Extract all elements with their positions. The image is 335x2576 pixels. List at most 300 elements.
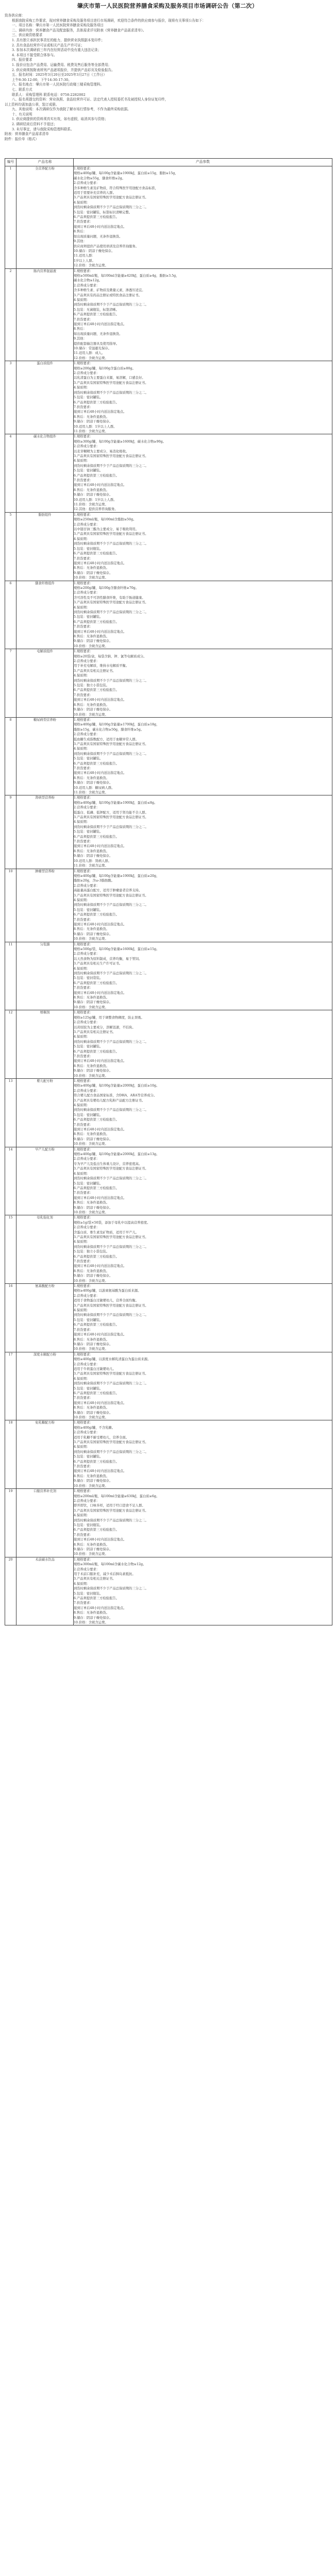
- param-line: 低血糖生成指数配方，适用于血糖异常人群。: [74, 737, 139, 741]
- param-line: 9.其他：: [74, 337, 87, 341]
- param-line: 10.适用人群：肾病人群。: [74, 859, 111, 863]
- param-line: 10.储存：阴凉干燥处保存。: [74, 249, 115, 253]
- param-line: 4.保质期：: [74, 1035, 90, 1039]
- param-line: 8.售后：: [74, 327, 87, 331]
- param-line: 2.营养成分要求：: [74, 371, 100, 376]
- param-line: 10.价格：含税含运费。: [74, 1005, 108, 1009]
- product-params: [74, 1420, 332, 1489]
- param-line: 8.售后：: [74, 230, 87, 234]
- product-name: 术前碳水饮品: [16, 1557, 74, 1625]
- intro-paragraph: 二、调研内容：营养膳食产品及配套服务，具体需求详见附表《营养膳食产品需求清单》。: [12, 28, 146, 32]
- param-line: 10.价格：含税含运费。: [74, 1416, 108, 1419]
- param-line: 9.储存：阴凉干燥处保存。: [74, 493, 113, 497]
- param-line: 到货时剩余保质期不少于产品总保质期的三分之二。: [74, 1518, 148, 1522]
- param-line: 适用于食物蛋白过敏婴幼儿，营养全面均衡。: [74, 1299, 139, 1303]
- param-line: 规格≥500ml/瓶，每100ml含能量≥420kJ，蛋白质≥4g，脂肪≥3.5g，: [74, 274, 179, 278]
- param-line: 9.储存：阴凉干燥处保存。: [74, 420, 113, 424]
- param-line: 如出现质量问题，无条件退换货。: [74, 332, 123, 336]
- param-line: 4.保质期：: [74, 605, 90, 609]
- row-number: 6: [5, 581, 16, 649]
- param-line: 10.价格：含税含运费。: [74, 1074, 108, 1078]
- param-line: 8.售后：无条件退换货。: [74, 635, 109, 638]
- param-line: 9.储存：阴凉干燥处保存。: [74, 1206, 113, 1210]
- param-line: 1.规格要求：: [74, 167, 93, 171]
- param-line: 9.储存：阴凉干燥处保存。: [74, 708, 113, 712]
- param-line: 规格≥400g/罐，以深度水解乳清蛋白为蛋白质来源。: [74, 1358, 151, 1362]
- product-params: [74, 717, 332, 795]
- param-line: 11.价格：含税含运费。: [74, 503, 108, 507]
- param-line: 3.产品须具有国家特殊医学用途配方食品注册证书。: [74, 816, 148, 820]
- param-line: 规格≥200ml/瓶，每100ml含能量≥630kJ，蛋白质≥6g。: [74, 1494, 160, 1498]
- param-line: 5.包装：密封罐装。: [74, 615, 103, 619]
- intro-paragraph: 一、项目名称：肇庆市第一人民医院营养膳食采购及服务项目: [12, 23, 104, 28]
- param-line: 接到订单后48小时内送达指定地点。: [74, 1401, 127, 1405]
- param-line: 接到订单后48小时内送达指定地点。: [74, 844, 127, 849]
- header-name: 产品名称: [16, 159, 74, 166]
- param-line: 规格≥400g/罐，每100g含能量≥1700kJ，蛋白质≥18g，: [74, 723, 160, 727]
- row-number: 15: [5, 1215, 16, 1284]
- param-line: 9.储存：阴凉干燥处保存。: [74, 1274, 113, 1278]
- intro-paragraph: 附件：报价单（格式）: [5, 137, 39, 141]
- intro-paragraph: 2. 供应商须按附表所列产品逐项报价，并提供产品彩页及检验报告。: [12, 67, 115, 72]
- param-line: 碳水化合物≥55g，膳食纤维≥2g。: [74, 176, 125, 180]
- param-line: 专为早产儿及低出生体重儿设计，营养密度高。: [74, 1162, 142, 1166]
- param-line: 3.产品须具有国家特殊医学用途配方食品注册证书。: [74, 742, 148, 746]
- param-line: 8.售后：无条件退换货。: [74, 849, 109, 853]
- param-line: 规格≥1g/袋×50袋，添加于母乳中以提高营养密度。: [74, 1221, 150, 1225]
- param-line: 用于补充电解质，维持水电解质平衡。: [74, 664, 129, 668]
- product-name: 早产儿配方粉: [16, 1147, 74, 1215]
- intro-paragraph: 七、联系方式: [12, 87, 32, 92]
- param-line: 到货时剩余保质期不少于产品总保质期的三分之二。: [74, 825, 148, 829]
- param-line: 脂肪≥15g，碳水化合物≥50g，膳食纤维≥5g。: [74, 727, 144, 732]
- param-line: 适用于需要补充营养的人群。: [74, 191, 116, 195]
- param-line: 低蛋白、低磷、低钾配方，适用于肾功能不全人群。: [74, 810, 148, 815]
- param-line: 规格≥400g/罐，每100g含能量≥1900kJ，蛋白质≥20g，: [74, 874, 160, 878]
- product-params: [74, 268, 332, 361]
- param-line: 8.售后：无条件退换货。: [74, 1064, 109, 1068]
- param-line: 4.保质期：: [74, 1309, 90, 1313]
- param-line: 6.产品须提供第三方检验报告。: [74, 1255, 119, 1259]
- product-params: [74, 581, 332, 649]
- param-line: 接到订单后48小时内送达指定地点。: [74, 410, 127, 414]
- param-line: 5.包装：密封瓶装。: [74, 547, 103, 551]
- row-number: 13: [5, 1078, 16, 1147]
- param-line: 6.产品须提供第三方检验报告。: [74, 215, 119, 219]
- intro-paragraph: 附表：营养膳食产品需求清单: [5, 132, 49, 137]
- table-row: [5, 166, 332, 269]
- intro-paragraph: 九、其他说明：本次调研仅作为我院了解市场行情参考，不作为最终采购依据。: [12, 107, 131, 112]
- param-line: 2.营养成分要求：: [74, 1567, 100, 1571]
- param-line: 1.规格要求：: [74, 1216, 93, 1220]
- param-line: 8.售后：无条件退换货。: [74, 1406, 109, 1410]
- param-line: 5.包装：密封罐装。: [74, 1386, 103, 1391]
- param-line: 3.产品须具有婴幼儿配方乳粉产品配方注册证书。: [74, 1098, 145, 1103]
- param-line: 5.包装：密封罐装。: [74, 830, 103, 834]
- param-line: 到货时剩余保质期不少于产品总保质期的三分之二。: [74, 752, 148, 756]
- product-name: 增稠剂: [16, 1010, 74, 1079]
- intro-paragraph: [5, 142, 330, 147]
- product-name: 全营养配方粉: [16, 166, 74, 269]
- header-no: 编号: [5, 159, 16, 166]
- param-line: 以天然食物为原料制成，营养均衡，易于管饲。: [74, 957, 142, 961]
- header-params: 产品参数: [74, 159, 332, 166]
- product-name: 深度水解配方粉: [16, 1352, 74, 1420]
- param-line: 9.储存：阴凉干燥处保存。: [74, 639, 113, 643]
- row-number: 17: [5, 1352, 16, 1420]
- param-line: 5.包装：密封罐装。: [74, 1113, 103, 1117]
- param-line: 3.产品须具有国家特殊医学用途配方食品注册证书。: [74, 1167, 148, 1171]
- row-number: 1: [5, 166, 16, 269]
- param-line: 规格≥400g/罐，每100g含能量≥2000kJ，蛋白质≥10g。: [74, 1084, 160, 1088]
- param-line: 10.适用人群：1岁以上人群。: [74, 425, 117, 429]
- param-line: 适用于乳糖不耐受婴幼儿，营养全面。: [74, 1435, 129, 1439]
- param-line: 1.规格要求：: [74, 1352, 93, 1357]
- param-line: 7.供货要求：: [74, 317, 93, 321]
- intro-paragraph: 1. 报价应包含产品费用、运输费用、税费及售后服务等全部费用；: [12, 62, 112, 67]
- param-line: 3.产品须具有国家特殊医学用途配方食品注册证书。: [74, 196, 148, 200]
- param-line: 5.包装：密封瓶装。: [74, 1523, 103, 1527]
- param-line: 到货时剩余保质期不少于产品总保质期的三分之二。: [74, 1450, 148, 1454]
- param-line: 接到订单后48小时内送达指定地点。: [74, 698, 127, 702]
- param-line: 2.营养成分要求：: [74, 952, 100, 956]
- param-line: 规格≥300ml/瓶，每100ml含碳水化合物≥12g。: [74, 1563, 146, 1567]
- param-line: 3.产品须具有国家特殊医学用途配方食品注册证书。: [74, 1303, 148, 1308]
- param-line: 以黄原胶为主要成分，溶解迅速，不结块。: [74, 1025, 136, 1029]
- param-line: 4.保质期：: [74, 967, 90, 971]
- param-line: 7.供货要求：: [74, 693, 93, 697]
- param-line: 12.其他：提供营养咨询服务。: [74, 507, 118, 512]
- param-line: 3.产品须具有国家特殊医学用途配方食品注册证书。: [74, 1509, 148, 1513]
- product-params: [74, 1215, 332, 1284]
- row-number: 7: [5, 649, 16, 718]
- param-line: 9.储存：阴凉干燥处保存。: [74, 1001, 113, 1005]
- param-line: 5.包装：密封罐装。: [74, 396, 103, 400]
- param-line: 7.供货要求：: [74, 625, 93, 629]
- param-line: 11.适用人群：: [74, 254, 95, 258]
- param-line: 2.营养成分要求：: [74, 884, 100, 888]
- param-line: 8.售后：无条件退换货。: [74, 1474, 109, 1478]
- param-line: 规格≥400g/罐，每100g含能量≥1900kJ，蛋白质≥15g，脂肪≥15g，: [74, 172, 178, 176]
- param-line: 6.产品须提供第三方检验报告。: [74, 913, 119, 917]
- product-name: 脂肪组件: [16, 512, 74, 581]
- row-number: 14: [5, 1147, 16, 1215]
- param-line: 1.规格要求：: [74, 1079, 93, 1083]
- param-line: 4.保质期：: [74, 537, 90, 541]
- intro-paragraph: 3. 未尽事宜，请与我院采购管理科联系。: [12, 127, 74, 131]
- param-line: 10.价格：含税含运费。: [74, 644, 108, 648]
- intro-paragraph: 1. 供应商提供的资料须真实有效，如有虚假，取消其参与资格；: [12, 117, 108, 122]
- intro-paragraph: 上午8:30-12:00，下午14:30-17:30。: [12, 77, 72, 82]
- param-line: 6.产品须提供第三方检验报告。: [74, 688, 119, 692]
- param-line: 5.包装：独立小袋包装。: [74, 684, 109, 688]
- param-line: 4.保质期：: [74, 1172, 90, 1176]
- param-line: 2.营养成分要求：: [74, 445, 100, 449]
- param-line: 6.产品须提供第三方检验报告。: [74, 313, 119, 317]
- param-line: 4.保质期：: [74, 386, 90, 390]
- row-number: 11: [5, 942, 16, 1010]
- param-line: 接到订单后48小时内送达指定地点。: [74, 1059, 127, 1063]
- param-line: 4.保质期：: [74, 1104, 90, 1107]
- intro-section: [5, 13, 330, 152]
- param-line: 9.储存：阴凉干燥处保存。: [74, 1616, 113, 1620]
- param-line: 4.保质期：: [74, 1240, 90, 1244]
- param-line: 以麦芽糊精为主要成分，易消化吸收。: [74, 449, 129, 453]
- param-line: 1.规格要求：: [74, 1011, 93, 1015]
- param-line: 9.储存：阴凉干燥处保存。: [74, 781, 113, 785]
- product-name: 婴儿配方粉: [16, 1078, 74, 1147]
- product-params: [74, 795, 332, 869]
- param-line: 8.售后：无条件退换货。: [74, 927, 109, 931]
- param-line: 3.产品须具有国家特殊医学用途配方食品注册证书。: [74, 1440, 148, 1445]
- product-params: [74, 1557, 332, 1625]
- param-line: 8.售后：无条件退换货。: [74, 1543, 109, 1547]
- param-line: 3.产品须具有国家特殊医学用途配方食品注册证书。: [74, 381, 148, 385]
- param-line: 4.保质期：: [74, 674, 90, 678]
- param-line: 10.价格：含税含运费。: [74, 937, 108, 941]
- param-line: 2.营养成分要求：: [74, 1294, 100, 1298]
- param-line: 10.价格：含税含运费。: [74, 713, 108, 717]
- param-line: 10.价格：含税含运费。: [74, 1552, 108, 1556]
- param-line: 到货时剩余保质期不少于产品总保质期的三分之二。: [74, 464, 148, 468]
- param-line: 5.包装：密封罐装。: [74, 908, 103, 912]
- param-line: 6.产品须提供第三方检验报告。: [74, 473, 119, 478]
- param-line: 5.包装：密封袋装。: [74, 976, 103, 980]
- param-line: 含可溶性及不可溶性膳食纤维，有助于肠道健康。: [74, 596, 145, 600]
- param-line: 11.价格：含税含运费。: [74, 791, 108, 794]
- param-line: 3.产品须具有药品注册证或特医食品注册证书。: [74, 293, 142, 297]
- param-line: 7.供货要求：: [74, 405, 93, 409]
- param-line: 到货时剩余保质期不少于产品总保质期的三分之二。: [74, 391, 148, 395]
- param-line: 2.营养成分要求：: [74, 522, 100, 527]
- param-line: 5.包装：密封瓶装。: [74, 1591, 103, 1596]
- param-line: 6.产品须提供第三方检验报告。: [74, 620, 119, 624]
- param-line: 到货时剩余保质期不少于产品总保质期的三分之二。: [74, 1040, 148, 1044]
- param-line: 7.供货要求：: [74, 840, 93, 844]
- param-line: 1.规格要求：: [74, 718, 93, 722]
- param-line: 2.营养成分要求：: [74, 1021, 100, 1025]
- param-line: 到货时剩余保质期不少于产品总保质期的三分之二。: [74, 1245, 148, 1249]
- param-line: 4.保质期：: [74, 820, 90, 824]
- product-name: 蛋白质组件: [16, 361, 74, 434]
- param-line: 4.保质期：: [74, 1514, 90, 1518]
- param-line: 到货时剩余保质期不少于产品总保质期的三分之二。: [74, 303, 148, 307]
- param-line: 5.包装：密封罐装。: [74, 1045, 103, 1049]
- table-row: [5, 1557, 332, 1625]
- param-line: 1.规格要求：: [74, 650, 93, 654]
- table-row: [5, 1147, 332, 1215]
- product-params: [74, 869, 332, 942]
- param-line: 7.供货要求：: [74, 1123, 93, 1127]
- param-line: 以乳清蛋白为主要蛋白来源，易溶解，口感良好。: [74, 376, 145, 380]
- param-line: 接到订单后48小时内送达指定地点。: [74, 1469, 127, 1473]
- intro-paragraph: 4. 本项目不接受联合体参与。: [12, 53, 57, 57]
- param-line: 接到订单后48小时内送达指定地点。: [74, 1196, 127, 1200]
- param-line: 1.规格要求：: [74, 1489, 93, 1494]
- product-name: 氨基酸配方粉: [16, 1284, 74, 1352]
- document-title: 肇庆市第一人民医院营养膳食采购及服务项目市场调研公告（第二次）: [77, 3, 258, 9]
- param-line: 4.保质期：: [74, 1377, 90, 1381]
- row-number: 8: [5, 717, 16, 795]
- product-params: [74, 166, 332, 269]
- param-line: 3.产品须具有相关注册证书。: [74, 1577, 116, 1581]
- param-line: 3.产品须具有相关注册证书。: [74, 669, 116, 673]
- param-line: 5.包装：密封罐装。: [74, 1181, 103, 1185]
- param-line: 8.售后：无条件退换货。: [74, 1611, 109, 1615]
- param-line: 到货时剩余保质期不少于产品总保质期的三分之二。: [74, 1313, 148, 1317]
- param-line: 2.营养成分要求：: [74, 733, 100, 737]
- param-line: 高能量高蛋白配方，适用于肿瘤患者营养支持。: [74, 889, 142, 893]
- param-line: 3.产品须具有相关注册证书。: [74, 1030, 116, 1034]
- param-line: 含多种维生素及矿物质，符合特殊医学用途配方食品标准，: [74, 186, 158, 190]
- product-params: [74, 649, 332, 718]
- product-params: [74, 1489, 332, 1557]
- param-line: 4.保质期：: [74, 459, 90, 463]
- param-line: 1.规格要求：: [74, 513, 93, 517]
- param-line: 2.营养成分要求：: [74, 181, 100, 185]
- table-row: [5, 1215, 332, 1284]
- param-line: 1.规格要求：: [74, 435, 93, 439]
- product-params: [74, 434, 332, 513]
- table-row: [5, 1420, 332, 1489]
- param-line: 10.价格：含税含运费。: [74, 1142, 108, 1146]
- param-line: 6.产品须提供第三方检验报告。: [74, 1460, 119, 1464]
- table-row: [5, 581, 332, 649]
- intro-paragraph: 八、报名须提交的资料：营业执照、食品经营许可证、法定代表人授权委托书及被授权人身份证复印件，: [12, 97, 169, 102]
- param-line: 6.产品须提供第三方检验报告。: [74, 1597, 119, 1601]
- param-line: 规格≥500g/袋，每100g含能量≥1600kJ，蛋白质≥15g。: [74, 947, 160, 951]
- intro-paragraph: 四、报价要求: [12, 58, 32, 62]
- table-row: [5, 942, 332, 1010]
- param-line: 3.产品须具有相关生产许可证书。: [74, 962, 123, 966]
- product-params: [74, 512, 332, 581]
- table-row: [5, 512, 332, 581]
- param-line: 规格≥400g/罐，每100g含能量≥2000kJ，蛋白质≥13g。: [74, 1153, 160, 1157]
- param-line: 接到订单后48小时内送达指定地点。: [74, 1128, 127, 1132]
- param-line: 1.规格要求：: [74, 1557, 93, 1562]
- row-number: 19: [5, 1489, 16, 1557]
- param-line: 10.价格：含税含运费。: [74, 1210, 108, 1214]
- param-line: 9.储存：阴凉干燥处保存。: [74, 1342, 113, 1346]
- param-line: 6.产品须提供第三方检验报告。: [74, 835, 119, 839]
- param-line: 4.保质期：: [74, 747, 90, 751]
- intro-paragraph: [5, 147, 330, 152]
- param-line: 7.供货要求：: [74, 1054, 93, 1058]
- param-line: 12.价格：含税含运费。: [74, 264, 108, 268]
- param-line: 6.产品须提供第三方检验报告。: [74, 761, 119, 766]
- param-line: 10.适用人群：糖尿病人群。: [74, 786, 115, 790]
- intro-paragraph: 以上资料均需加盖公章，装订成册。: [5, 102, 59, 107]
- param-line: 1.规格要求：: [74, 869, 93, 873]
- param-line: 规格≥400g/罐，不含乳糖。: [74, 1426, 115, 1430]
- row-number: 4: [5, 434, 16, 513]
- param-line: 1.规格要求：: [74, 796, 93, 800]
- param-line: 6.产品须提供第三方检验报告。: [74, 1049, 119, 1054]
- param-line: 2.营养成分要求：: [74, 283, 100, 287]
- param-line: 3.产品须具有国家特殊医学用途配方食品注册证书。: [74, 454, 148, 458]
- param-line: 6.产品须提供第三方检验报告。: [74, 552, 119, 556]
- param-line: 规格≥200g/罐，每100g含蛋白质≥80g。: [74, 366, 136, 370]
- param-line: 8.售后：无条件退换货。: [74, 996, 109, 1000]
- param-line: 规格≥400g/罐，以游离氨基酸为蛋白质来源。: [74, 1289, 141, 1293]
- param-line: 1.规格要求：: [74, 1421, 93, 1425]
- param-line: 7.供货要求：: [74, 766, 93, 770]
- param-line: 到货时剩余保质期不少于产品总保质期的三分之二。: [74, 1108, 148, 1112]
- param-line: 8.售后：无条件退换货。: [74, 1201, 109, 1205]
- param-line: 供应商须提供产品使用培训及营养咨询服务。: [74, 244, 139, 248]
- param-line: 6.产品须提供第三方检验报告。: [74, 1391, 119, 1395]
- param-line: 9.其他：: [74, 240, 87, 244]
- param-line: 用于术前口服补充，减少术后胰岛素抵抗。: [74, 1572, 136, 1576]
- param-line: 接到订单后48小时内送达指定地点。: [74, 630, 127, 634]
- param-line: 以中链甘油三酯为主要成分，易于吸收利用。: [74, 528, 139, 532]
- param-line: 规格≥250ml/瓶，每100ml含脂肪≥50g。: [74, 518, 137, 522]
- param-line: 到货时剩余保质期不少于产品总保质期的三分之二。: [74, 972, 148, 976]
- param-line: 3.产品须具有国家特殊医学用途配方食品注册证书。: [74, 532, 148, 536]
- param-line: 接到订单后48小时内送达指定地点。: [74, 922, 127, 926]
- param-line: 6.产品须提供第三方检验报告。: [74, 1323, 119, 1327]
- param-line: 接到订单后48小时内送达指定地点。: [74, 483, 127, 487]
- row-number: 2: [5, 268, 16, 361]
- param-line: 2.营养成分要求：: [74, 1226, 100, 1230]
- param-line: 7.供货要求：: [74, 1396, 93, 1400]
- product-params: [74, 1147, 332, 1215]
- param-line: 8.售后：无条件退换货。: [74, 1132, 109, 1137]
- param-line: 7.供货要求：: [74, 1465, 93, 1469]
- table-row: [5, 268, 332, 361]
- param-line: 规格≥200g/罐，每100g含膳食纤维≥70g。: [74, 586, 139, 590]
- param-line: 到货时剩余保质期不少于产品总保质期的三分之二。: [74, 903, 148, 907]
- param-line: 9.储存：阴凉干燥处保存。: [74, 1479, 113, 1483]
- param-line: 9.储存：阴凉干燥处保存。: [74, 1547, 113, 1551]
- param-line: 提供配套输注器具及使用指导。: [74, 342, 120, 346]
- param-line: 7.供货要求：: [74, 479, 93, 482]
- param-line: 10.储存：常温避光保存。: [74, 347, 111, 351]
- param-line: 3.产品须具有国家特殊医学用途配方食品注册证书。: [74, 893, 148, 897]
- param-line: 5.包装：密封罐装。: [74, 757, 103, 761]
- param-line: 4.保质期：: [74, 1582, 90, 1586]
- product-params: [74, 361, 332, 434]
- table-row: [5, 1284, 332, 1352]
- table-row: [5, 1352, 332, 1420]
- row-number: 10: [5, 869, 16, 942]
- param-line: 接到订单后48小时内送达指定地点。: [74, 1333, 127, 1337]
- param-line: 11.价格：含税含运费。: [74, 429, 108, 433]
- param-line: 8.售后：无条件退换货。: [74, 1269, 109, 1273]
- table-row: [5, 649, 332, 718]
- param-line: 符合婴儿配方食品国家标准，含DHA、ARA等营养成分。: [74, 1094, 157, 1098]
- param-line: 2.营养成分要求：: [74, 1362, 100, 1366]
- param-line: 规格≥20袋/盒，每袋含钠、钾、氯等电解质成分。: [74, 654, 147, 658]
- row-number: 20: [5, 1557, 16, 1625]
- param-line: 10.价格：含税含运费。: [74, 1484, 108, 1488]
- param-line: 5.包装：密封罐装。: [74, 1455, 103, 1459]
- param-line: 接到订单后48小时内送达指定地点。: [74, 1538, 127, 1542]
- param-line: 4.保质期：: [74, 1445, 90, 1449]
- param-line: 1岁以上人群。: [74, 259, 95, 263]
- param-line: 7.供货要求：: [74, 918, 93, 922]
- param-line: 到货时剩余保质期不少于产品总保质期的三分之二。: [74, 206, 148, 210]
- param-line: 2.营养成分要求：: [74, 1157, 100, 1161]
- param-line: 5.包装：无菌瓶装，标签清晰。: [74, 308, 119, 312]
- table-row: [5, 869, 332, 942]
- param-line: 10.价格：含税含运费。: [74, 1621, 108, 1625]
- param-line: 接到订单后48小时内送达指定地点。: [74, 561, 127, 565]
- param-line: 11.适用人群：成人。: [74, 351, 105, 355]
- table-row: [5, 1010, 332, 1079]
- product-name: 肿瘤型营养粉: [16, 869, 74, 942]
- param-line: 到货时剩余保质期不少于产品总保质期的三分之二。: [74, 1382, 148, 1386]
